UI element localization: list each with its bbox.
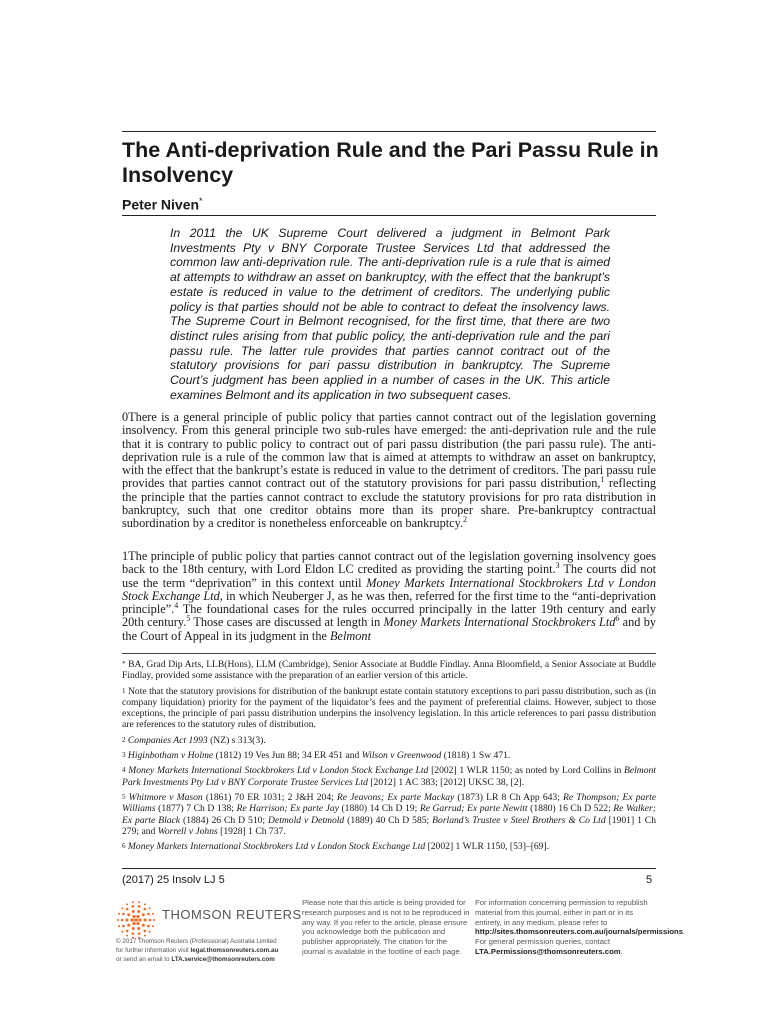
footnotes — [122, 659, 656, 856]
footnote-6: $^6$ Money Markets International Stockbrokers Ltd v London Stock Exchange Ltd [2002] 1 WLR 1150, [53]–[69]. — [122, 841, 550, 853]
logo-dot — [152, 925, 154, 927]
journal-citation: (2017) 25 Insolv LJ 5 — [122, 874, 225, 886]
logo-dot — [126, 908, 129, 911]
author-line — [122, 196, 203, 213]
footnote-ref-4[interactable]: 4 — [174, 601, 179, 611]
logo-dot — [136, 922, 139, 925]
logo-dot — [138, 918, 141, 921]
footnote-ref-1[interactable]: 1 — [600, 475, 605, 485]
logo-dot — [126, 919, 129, 922]
author-name: Peter Niven — [122, 196, 200, 213]
logo-dot — [122, 925, 125, 928]
logo-dot — [126, 903, 128, 905]
logo-dot — [153, 919, 155, 921]
logo-dot — [143, 930, 146, 933]
logo-dot — [132, 915, 135, 918]
footnote-ref-5[interactable]: 5 — [186, 614, 191, 624]
logo-dot — [132, 922, 135, 925]
logo-dot — [149, 931, 151, 933]
logo-dot — [142, 924, 145, 927]
paragraph-marker: 0 — [122, 410, 129, 424]
logo-dot — [142, 913, 145, 916]
logo-dot — [130, 918, 133, 921]
logo-dot — [144, 919, 147, 922]
footnote-ref-3[interactable]: 3 — [555, 561, 560, 571]
case-citation: Money Markets International Stockbrokers Ltd v London Stock Exchange Ltd — [122, 575, 656, 603]
logo-dot — [126, 935, 128, 937]
logo-dot — [138, 901, 140, 903]
paragraph-marker: 1 — [122, 549, 129, 563]
permissions-email-link[interactable]: LTA.Permissions@thomsonreuters.com — [475, 946, 621, 956]
logo-dot — [138, 905, 141, 908]
author-footnote-mark[interactable]: * — [199, 196, 203, 206]
logo-dot — [126, 930, 129, 933]
footnote-star: * BA, Grad Dip Arts, LLB(Hons), LLM (Cambridge), Senior Associate at Buddle Findlay. Anna Bloomfield, a Senior Associate at Buddle Findlay, provided some assistance with the preparation of an earlier version of this article. — [122, 659, 656, 682]
logo-dot — [137, 927, 140, 930]
logo-dot — [136, 915, 139, 918]
header-rule — [122, 131, 656, 132]
logo-dot — [117, 919, 119, 921]
logo-dot — [134, 918, 138, 922]
logo-dot — [132, 905, 135, 908]
logo-dot — [147, 925, 150, 928]
logo-dot — [149, 919, 152, 922]
logo-dot — [144, 903, 146, 905]
footnote-separator — [122, 653, 656, 654]
footnote-ref-6[interactable]: 6 — [615, 614, 620, 624]
abstract: In 2011 the UK Supreme Court delivered a judgment in Belmont Park Investments Pty v BNY Corporate Trustee Services Ltd that addressed the common law anti-deprivation rule. The anti-deprivation rule is a rule that is aimed at attempts to withdraw an asset on bankruptcy, with the effect that the bankrupt’s estate is reduced in value to the detriment of creditors. The underlying public policy is that parties should not be able to contract to defeat the insolvency laws. The Supreme Court in Belmont recognised, for the first time, that there are two distinct rules arising from that public policy, the anti-deprivation rule and the pari passu rule. The latter rule provides that parties cannot contract out of the statutory provisions for pari passu distribution in bankruptcy. The Supreme Court’s judgment has been applied in a number of cases in the UK. This article examines Belmont and its application in two subsequent cases. — [170, 226, 610, 402]
logo-dot — [127, 924, 130, 927]
footnote-2: $^2$ Companies Act 1993 (NZ) s 313(3). — [122, 734, 266, 746]
logo-dot — [118, 913, 120, 915]
logo-dot — [138, 932, 141, 935]
logo-dot — [118, 925, 120, 927]
research-notice: Please note that this article is being provided for research purposes and is not to be reproduced in any way. If you refer to the article, please ensure you acknowledge both the publication and publisher appropriately. The citation for the journal is available in the footline of each page. — [302, 898, 470, 956]
logo-dots — [117, 901, 155, 938]
footnote-3: $^3$ Higinbotham v Holme (1812) 19 Ves Jun 88; 34 ER 451 and Wilson v Greenwood (1818) 1 Sw 471. — [122, 750, 511, 762]
logo-dot — [147, 913, 150, 916]
case-citation: Belmont — [330, 628, 371, 643]
thomson-reuters-logo-icon — [116, 900, 160, 940]
author-rule — [122, 215, 656, 216]
footnote-4: $^4$ Money Markets International Stockbrokers Ltd v London Stock Exchange Ltd [2002] 1 WLR 1150; as noted by Lord Collins in Belmont Park Investments Pty Ltd v BNY Corporate Trustee Services Ltd [2012] 1 AC 383; [2012] UKSC 38, [2]. — [122, 765, 656, 788]
logo-dot — [132, 927, 135, 930]
logo-dot — [121, 931, 123, 933]
logo-dot — [132, 901, 134, 903]
article-title: The Anti-deprivation Rule and the Pari Passu Rule in Insolvency — [122, 138, 659, 187]
logo-dot — [122, 913, 125, 916]
logo-dot — [132, 910, 135, 913]
permissions-notice: For information concerning permission to republish material from this journal, either in part or in its entirety, in any medium, please refer to http://sites.thomsonreuters.com.au/journals/permissions. For general permission queries, contact LTA.Permissions@thomsonreuters.com. — [475, 898, 686, 956]
page-number: 5 — [646, 874, 653, 886]
logo-dot — [143, 908, 146, 911]
logo-dot — [137, 910, 140, 913]
copyright-notice: © 2017 Thomson Reuters (Professional) Australia Limited for further information visit legal.thomsonreuters.com.au or send an email to LTA.service@thomsonreuters.com — [116, 938, 279, 963]
logo-dot — [144, 935, 146, 937]
publisher-brand: THOMSON REUTERS — [162, 907, 302, 922]
logo-dot — [121, 919, 124, 922]
publisher-email-link[interactable]: LTA.service@thomsonreuters.com — [171, 955, 275, 963]
footnote-5: $^5$ Whitmore v Mason (1861) 70 ER 1031; 2 J&H 204; Re Jeavons; Ex parte Mackay (1873) LR 8 Ch App 643; Re Thompson; Ex parte Williams (1877) 7 Ch D 138; Re Harrison; Ex parte Jay (1880) 14 Ch D 19; Re Garrud; Ex parte Newitt (1880) 16 Ch D 522; Re Walker; Ex parte Black (1884) 26 Ch D 510; Detmold v Detmold (1889) 40 Ch D 585; Borland’s Trustee v Steel Brothers & Co Ltd [1901] 1 Ch 279; and Worrell v Johns [1928] 1 Ch 737. — [122, 791, 657, 837]
footer-rule — [122, 868, 656, 869]
logo-dot — [121, 907, 123, 909]
body-paragraph-1: 1The principle of public policy that parties cannot contract out of the legislation governing insolvency goes back to the 18th century, with Lord Eldon LC credited as providing the starting point.$^3$ The courts did not use the term “deprivation” in this context until Money Markets International Stockbrokers Ltd v London Stock Exchange Ltd, in which Neuberger J, as he was then, referred for the first time to the “anti-deprivation principle”.$^4$ The foundational cases for the rules occurred principally in the latter 19th century and early 20th century.$^5$ Those cases are discussed at length in Money Markets International Stockbrokers Ltd$^6$ and by the Court of Appeal in its judgment in the Belmont — [122, 549, 657, 643]
logo-dot — [152, 913, 154, 915]
publisher-site-link[interactable]: legal.thomsonreuters.com.au — [190, 946, 279, 954]
logo-dot — [132, 932, 135, 935]
permissions-url-link[interactable]: http://sites.thomsonreuters.com.au/journals/permissions — [475, 927, 684, 937]
footnote-ref-2[interactable]: 2 — [463, 515, 468, 525]
body-paragraph-0: 0There is a general principle of public policy that parties cannot contract out of the legislation governing insolvency. From this general principle two sub-rules have emerged: the anti-deprivation rule and the rule that it is contrary to public policy to contract out of pari passu distribution (the pari passu rule). The anti-deprivation rule is a rule of the common law that is aimed at attempts to withdraw an asset on bankruptcy, with the effect that the bankrupt’s estate is reduced in value to the detriment of creditors. The pari passu rule provides that parties cannot contract out of the statutory provisions for pari passu distribution,$^1$ reflecting the principle that the parties cannot contract to exclude the statutory provisions for pro rata distribution in bankruptcy, such that one creditor obtains more than its proper share. Pre-bankruptcy contractual subordination by a creditor is nonetheless enforceable on bankruptcy.$^2$ — [122, 410, 656, 531]
footnote-1: $^1$ Note that the statutory provisions for distribution of the bankrupt estate contain statutory exceptions to pari passu distribution, such as (in company liquidation) priority for the payment of the liquidator’s fees and the payment of preferential claims. However, subject to those exceptions, the principle of pari passu distribution underpins the insolvency legislation. In this article references to pari passu distribution are references to the statutory rules of distribution. — [122, 685, 656, 731]
logo-dot — [127, 913, 130, 916]
logo-dot — [149, 907, 151, 909]
case-citation: Money Markets International Stockbrokers Ltd — [383, 615, 616, 630]
